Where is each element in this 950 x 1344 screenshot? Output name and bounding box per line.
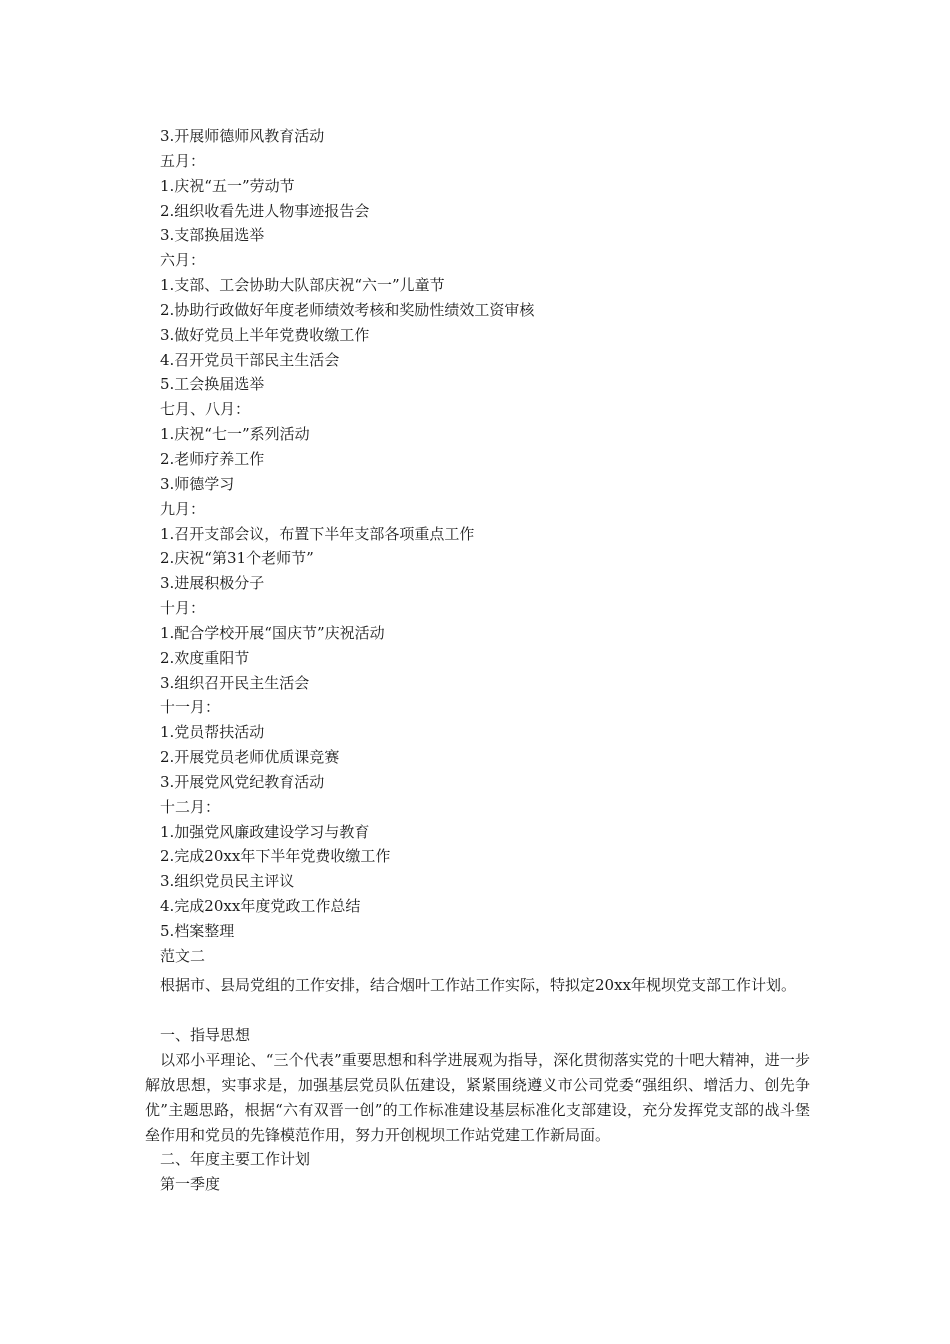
plan-item: 3.进展积极分子: [160, 574, 265, 593]
plan-item: 3.做好党员上半年党费收缴工作: [160, 325, 370, 344]
month-heading: 十月：: [160, 599, 206, 618]
plan-item: 2.欢度重阳节: [160, 648, 250, 667]
plan-item: 4.召开党员干部民主生活会: [160, 350, 340, 369]
month-heading: 六月：: [160, 251, 206, 270]
plan-item: 3.组织召开民主生活会: [160, 673, 310, 692]
plan-item: 4.完成20xx年度党政工作总结: [160, 897, 361, 916]
plan-item: 2.庆祝“第31个老师节”: [160, 549, 314, 568]
plan-item: 1.支部、工会协助大队部庆祝“六一”儿童节: [160, 276, 445, 295]
plan-item: 2.协助行政做好年度老师绩效考核和奖励性绩效工资审核: [160, 300, 535, 319]
month-heading: 十一月：: [160, 698, 221, 717]
plan-item: 2.组织收看先进人物事迹报告会: [160, 201, 370, 220]
plan-item: 2.完成20xx年下半年党费收缴工作: [160, 847, 391, 866]
plan-item: 1.庆祝“七一”系列活动: [160, 425, 310, 444]
plan-item: 2.老师疗养工作: [160, 449, 265, 468]
month-heading: 十二月：: [160, 797, 221, 816]
plan-item: 1.庆祝“五一”劳动节: [160, 176, 295, 195]
plan-item: 5.档案整理: [160, 922, 235, 940]
month-heading: 七月、八月：: [160, 400, 251, 419]
plan-item: 3.组织党员民主评议: [160, 872, 295, 891]
section-heading-annual-plan: 二、年度主要工作计划: [160, 1150, 311, 1168]
plan-item: 1.党员帮扶活动: [160, 723, 265, 742]
plan-item: 1.配合学校开展“国庆节”庆祝活动: [160, 623, 385, 642]
section-heading-guiding-ideology: 一、指导思想: [160, 1026, 251, 1044]
plan-item: 3.师德学习: [160, 474, 235, 493]
month-heading: 五月：: [160, 151, 206, 170]
plan-item: 3.开展师德师风教育活动: [160, 127, 325, 145]
guiding-ideology-paragraph: 以邓小平理论、“三个代表”重要思想和科学进展观为指导，深化贯彻落实党的十吧大精神，进一步解放思想，实事求是，加强基层党员队伍建设，紧紧围绕遵义市公司党委“强组织、增活力、创先争优”主题思路，根据“六有双晋一创”的工作标准建设基层标准化支部建设，充分发挥党支部的战斗堡垒作用和党员的先锋模范作用，努力开创枧坝工作站党建工作新局面。: [145, 1051, 810, 1144]
plan-item: 3.开展党风党纪教育活动: [160, 772, 325, 791]
plan-item: 1.加强党风廉政建设学习与教育: [160, 822, 370, 841]
plan-item: 3.支部换届选举: [160, 226, 265, 245]
plan-item: 2.开展党员老师优质课竞赛: [160, 748, 340, 767]
month-heading: 九月：: [160, 499, 206, 518]
month-heading: 范文二: [160, 946, 206, 965]
plan-item: 1.召开支部会议，布置下半年支部各项重点工作: [160, 524, 475, 543]
plan-list: [160, 124, 820, 969]
quarter-heading: 第一季度: [160, 1175, 221, 1193]
intro-paragraph: 根据市、县局党组的工作安排，结合烟叶工作站工作实际，特拟定20xx年枧坝党支部工作计划。: [160, 976, 797, 994]
plan-item: 5.工会换届选举: [160, 375, 265, 394]
